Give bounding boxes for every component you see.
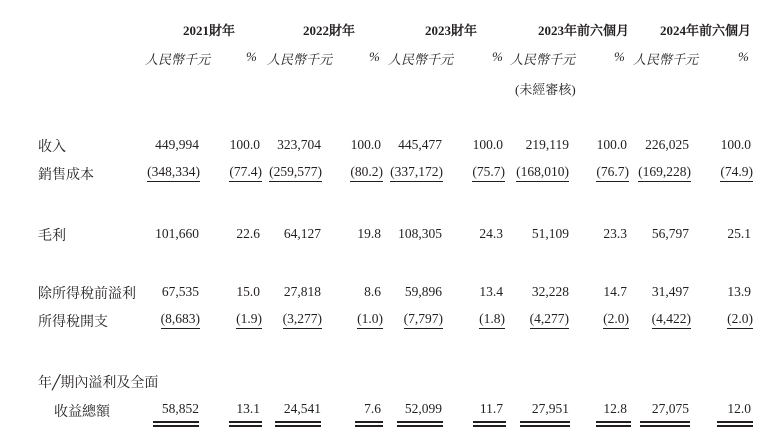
cell-r2-c1-amount: 64,127 xyxy=(283,226,321,241)
cell-r1-c1-pct: (80.2) xyxy=(350,164,383,182)
double-underline xyxy=(275,421,321,427)
cell-r2-c3-pct: 23.3 xyxy=(603,226,627,241)
cell-r3-c1-amount: 27,818 xyxy=(283,284,321,299)
double-underline xyxy=(229,421,262,427)
cell-r5-c4-amount: 27,075 xyxy=(651,401,689,416)
unit-2023: 人民幣千元 xyxy=(388,52,454,67)
pct-unit-2021: % xyxy=(246,49,257,64)
row-label-total-income-line1: 年╱期內溢利及全面 xyxy=(38,376,159,391)
cell-r1-c2-pct: (75.7) xyxy=(472,164,505,182)
pct-unit-2023-h1: % xyxy=(614,49,625,64)
header-2021: 2021財年 xyxy=(183,23,236,38)
header-2023-h1: 2023年前六個月 xyxy=(538,23,630,38)
cell-r0-c4-pct: 100.0 xyxy=(720,137,751,152)
cell-r5-c3-amount: 27,951 xyxy=(531,401,569,416)
row-label-income-tax: 所得稅開支 xyxy=(38,315,108,330)
double-underline xyxy=(397,421,443,427)
cell-r1-c4-amount: (169,228) xyxy=(638,164,691,182)
cell-r2-c1-pct: 19.8 xyxy=(357,226,381,241)
unit-2021: 人民幣千元 xyxy=(145,52,211,67)
cell-r4-c1-pct: (1.0) xyxy=(357,311,383,329)
cell-r5-c1-pct: 7.6 xyxy=(364,401,381,416)
double-underline xyxy=(596,421,631,427)
cell-r1-c3-amount: (168,010) xyxy=(516,164,569,182)
pct-unit-2022: % xyxy=(369,49,380,64)
cell-r5-c0-pct: 13.1 xyxy=(236,401,260,416)
double-underline xyxy=(473,421,506,427)
header-2023: 2023財年 xyxy=(425,23,478,38)
row-label-profit-before-tax: 除所得稅前溢利 xyxy=(38,287,136,302)
cell-r3-c2-amount: 59,896 xyxy=(404,284,442,299)
cell-r1-c0-amount: (348,334) xyxy=(147,164,200,182)
cell-r3-c1-pct: 8.6 xyxy=(364,284,381,299)
double-underline xyxy=(355,421,383,427)
header-2022: 2022財年 xyxy=(303,23,356,38)
cell-r3-c3-pct: 14.7 xyxy=(603,284,627,299)
cell-r5-c2-pct: 11.7 xyxy=(479,401,503,416)
cell-r0-c0-amount: 449,994 xyxy=(155,137,199,152)
cell-r1-c2-amount: (337,172) xyxy=(390,164,443,182)
row-label-revenue: 收入 xyxy=(38,140,66,155)
cell-r3-c4-amount: 31,497 xyxy=(651,284,689,299)
cell-r2-c0-amount: 101,660 xyxy=(155,226,199,241)
cell-r0-c1-amount: 323,704 xyxy=(277,137,321,152)
cell-r4-c4-pct: (2.0) xyxy=(727,311,753,329)
cell-r0-c4-amount: 226,025 xyxy=(645,137,689,152)
cell-r4-c0-pct: (1.9) xyxy=(236,311,262,329)
double-underline xyxy=(717,421,753,427)
cell-r5-c3-pct: 12.8 xyxy=(603,401,627,416)
cell-r0-c3-pct: 100.0 xyxy=(596,137,627,152)
cell-r0-c3-amount: 219,119 xyxy=(525,137,569,152)
cell-r2-c2-amount: 108,305 xyxy=(398,226,442,241)
cell-r3-c3-amount: 32,228 xyxy=(531,284,569,299)
double-underline xyxy=(640,421,690,427)
cell-r3-c4-pct: 13.9 xyxy=(727,284,751,299)
cell-r3-c0-pct: 15.0 xyxy=(236,284,260,299)
cell-r4-c0-amount: (8,683) xyxy=(161,311,200,329)
double-underline xyxy=(153,421,199,427)
cell-r5-c4-pct: 12.0 xyxy=(727,401,751,416)
header-2024-h1: 2024年前六個月 xyxy=(660,23,752,38)
cell-r2-c4-pct: 25.1 xyxy=(727,226,751,241)
unit-2022: 人民幣千元 xyxy=(267,52,333,67)
row-label-gross-profit: 毛利 xyxy=(38,229,66,244)
double-underline xyxy=(520,421,570,427)
cell-r5-c0-amount: 58,852 xyxy=(161,401,199,416)
cell-r0-c2-pct: 100.0 xyxy=(472,137,503,152)
cell-r1-c0-pct: (77.4) xyxy=(229,164,262,182)
cell-r4-c2-pct: (1.8) xyxy=(479,311,505,329)
cell-r2-c4-amount: 56,797 xyxy=(651,226,689,241)
cell-r4-c3-amount: (4,277) xyxy=(530,311,569,329)
unaudited-note: (未經審核) xyxy=(515,82,576,97)
row-label-cost-of-sales: 銷售成本 xyxy=(38,168,94,183)
cell-r4-c2-amount: (7,797) xyxy=(404,311,443,329)
cell-r3-c0-amount: 67,535 xyxy=(161,284,199,299)
pct-unit-2024-h1: % xyxy=(738,49,749,64)
cell-r4-c1-amount: (3,277) xyxy=(283,311,322,329)
cell-r3-c2-pct: 13.4 xyxy=(479,284,503,299)
cell-r1-c3-pct: (76.7) xyxy=(596,164,629,182)
cell-r5-c1-amount: 24,541 xyxy=(283,401,321,416)
cell-r2-c3-amount: 51,109 xyxy=(531,226,569,241)
cell-r0-c1-pct: 100.0 xyxy=(350,137,381,152)
row-label-total-income-line2: 收益總額 xyxy=(54,405,110,420)
cell-r4-c4-amount: (4,422) xyxy=(652,311,691,329)
cell-r1-c1-amount: (259,577) xyxy=(269,164,322,182)
cell-r4-c3-pct: (2.0) xyxy=(603,311,629,329)
cell-r0-c2-amount: 445,477 xyxy=(398,137,442,152)
unit-2023-h1: 人民幣千元 xyxy=(510,52,576,67)
cell-r0-c0-pct: 100.0 xyxy=(229,137,260,152)
cell-r2-c0-pct: 22.6 xyxy=(236,226,260,241)
cell-r2-c2-pct: 24.3 xyxy=(479,226,503,241)
pct-unit-2023: % xyxy=(492,49,503,64)
cell-r1-c4-pct: (74.9) xyxy=(720,164,753,182)
unit-2024-h1: 人民幣千元 xyxy=(633,52,699,67)
cell-r5-c2-amount: 52,099 xyxy=(404,401,442,416)
